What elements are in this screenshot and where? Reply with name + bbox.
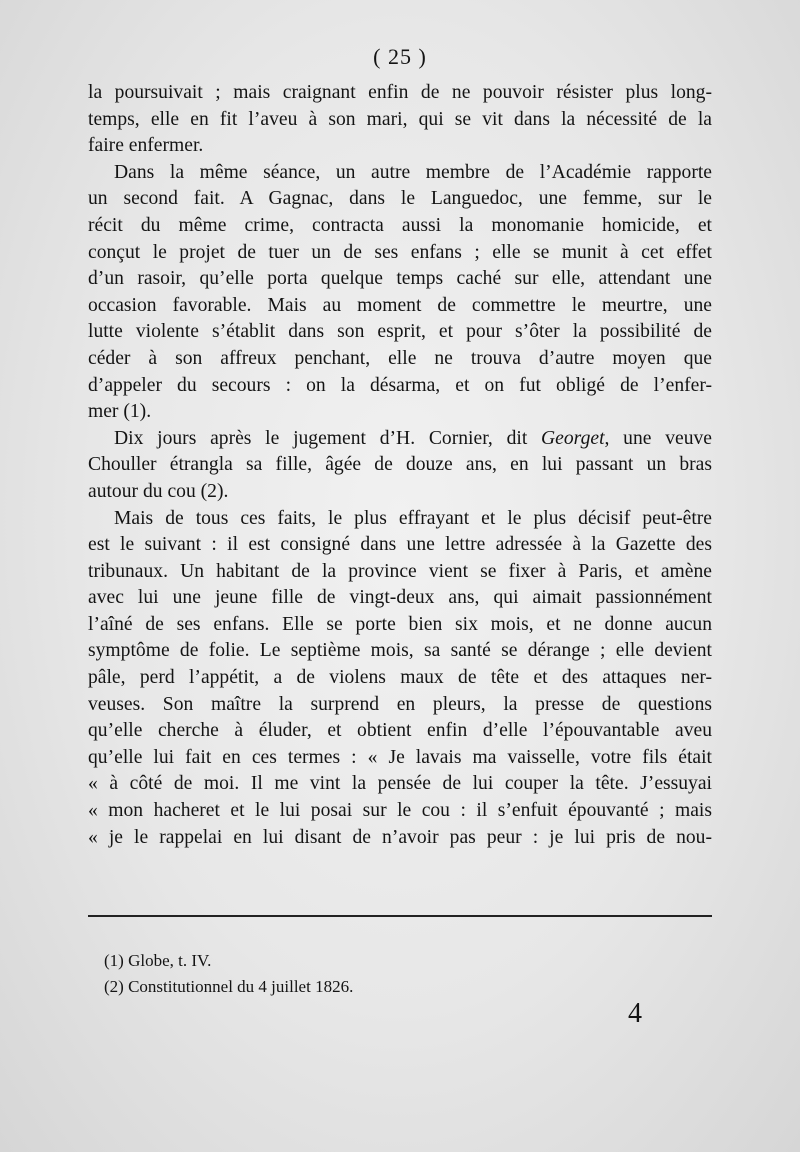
- text-line: conçut le projet de tuer un de ses enfans ; elle se munit à cet effet: [88, 241, 712, 263]
- footnote-divider: [88, 915, 712, 917]
- footnotes: [104, 948, 604, 1000]
- text-line: est le suivant : il est consigné dans une lettre adressée à la Gazette des: [88, 534, 712, 556]
- text-line: occasion favorable. Mais au moment de commettre le meurtre, une: [88, 294, 712, 316]
- text-line: mer (1).: [88, 401, 152, 423]
- body-text: [88, 80, 712, 851]
- text-line: d’un rasoir, qu’elle porta quelque temps caché sur elle, attendant une: [88, 268, 712, 290]
- text-line: Mais de tous ces faits, le plus effrayant et le plus décisif peut-être: [114, 507, 712, 529]
- text-line: pâle, perd l’appétit, a de violens maux de tête et des attaques ner-: [88, 667, 712, 689]
- text-line: « je le rappelai en lui disant de n’avoir pas peur : je lui pris de nou-: [88, 826, 712, 848]
- text-line: Dix jours après le jugement d’H. Cornier, dit Georget, une veuve: [114, 427, 712, 449]
- text-line: symptôme de folie. Le septième mois, sa santé se dérange ; elle devient: [88, 640, 712, 662]
- text-line: tribunaux. Un habitant de la province vient se fixer à Paris, et amène: [88, 560, 712, 582]
- text-line: temps, elle en fit l’aveu à son mari, qui se vit dans la nécessité de la: [88, 108, 712, 130]
- italic-name: Georget: [541, 427, 605, 449]
- text-line: d’appeler du secours : on la désarma, et on fut obligé de l’enfer-: [88, 374, 712, 396]
- text-line: veuses. Son maître la surprend en pleurs, la presse de questions: [88, 693, 712, 715]
- text-line: qu’elle lui fait en ces termes : « Je lavais ma vaisselle, votre fils était: [88, 746, 712, 768]
- footnote: (1) Globe, t. IV.: [104, 951, 212, 970]
- text-line: un second fait. A Gagnac, dans le Languedoc, une femme, sur le: [88, 188, 712, 210]
- text-line: autour du cou (2).: [88, 480, 229, 502]
- text-line: Chouller étrangla sa fille, âgée de douze ans, en lui passant un bras: [88, 454, 712, 476]
- page-number: ( 25 ): [373, 44, 427, 69]
- text-line: lutte violente s’établit dans son esprit, et pour s’ôter la possibilité de: [88, 321, 712, 343]
- text-line: récit du même crime, contracta aussi la monomanie homicide, et: [88, 214, 712, 236]
- text-line: « mon hacheret et le lui posai sur le cou : il s’enfuit épouvanté ; mais: [88, 800, 712, 822]
- text-line: Dans la même séance, un autre membre de l’Académie rapporte: [114, 161, 712, 183]
- text-line: « à côté de moi. Il me vint la pensée de lui couper la tête. J’essuyai: [88, 773, 712, 795]
- footnote: (2) Constitutionnel du 4 juillet 1826.: [104, 977, 354, 996]
- text-line: l’aîné de ses enfans. Elle se porte bien six mois, et ne donne aucun: [88, 613, 712, 635]
- text-line: avec lui une jeune fille de vingt-deux ans, qui aimait passionnément: [88, 587, 712, 609]
- text-line: faire enfermer.: [88, 135, 204, 157]
- text-line: la poursuivait ; mais craignant enfin de ne pouvoir résister plus long-: [88, 82, 712, 103]
- text-line: qu’elle cherche à éluder, et obtient enfin d’elle l’épouvantable aveu: [88, 720, 712, 742]
- signature-mark: 4: [628, 998, 642, 1029]
- text-line: céder à son affreux penchant, elle ne trouva d’autre moyen que: [88, 347, 712, 369]
